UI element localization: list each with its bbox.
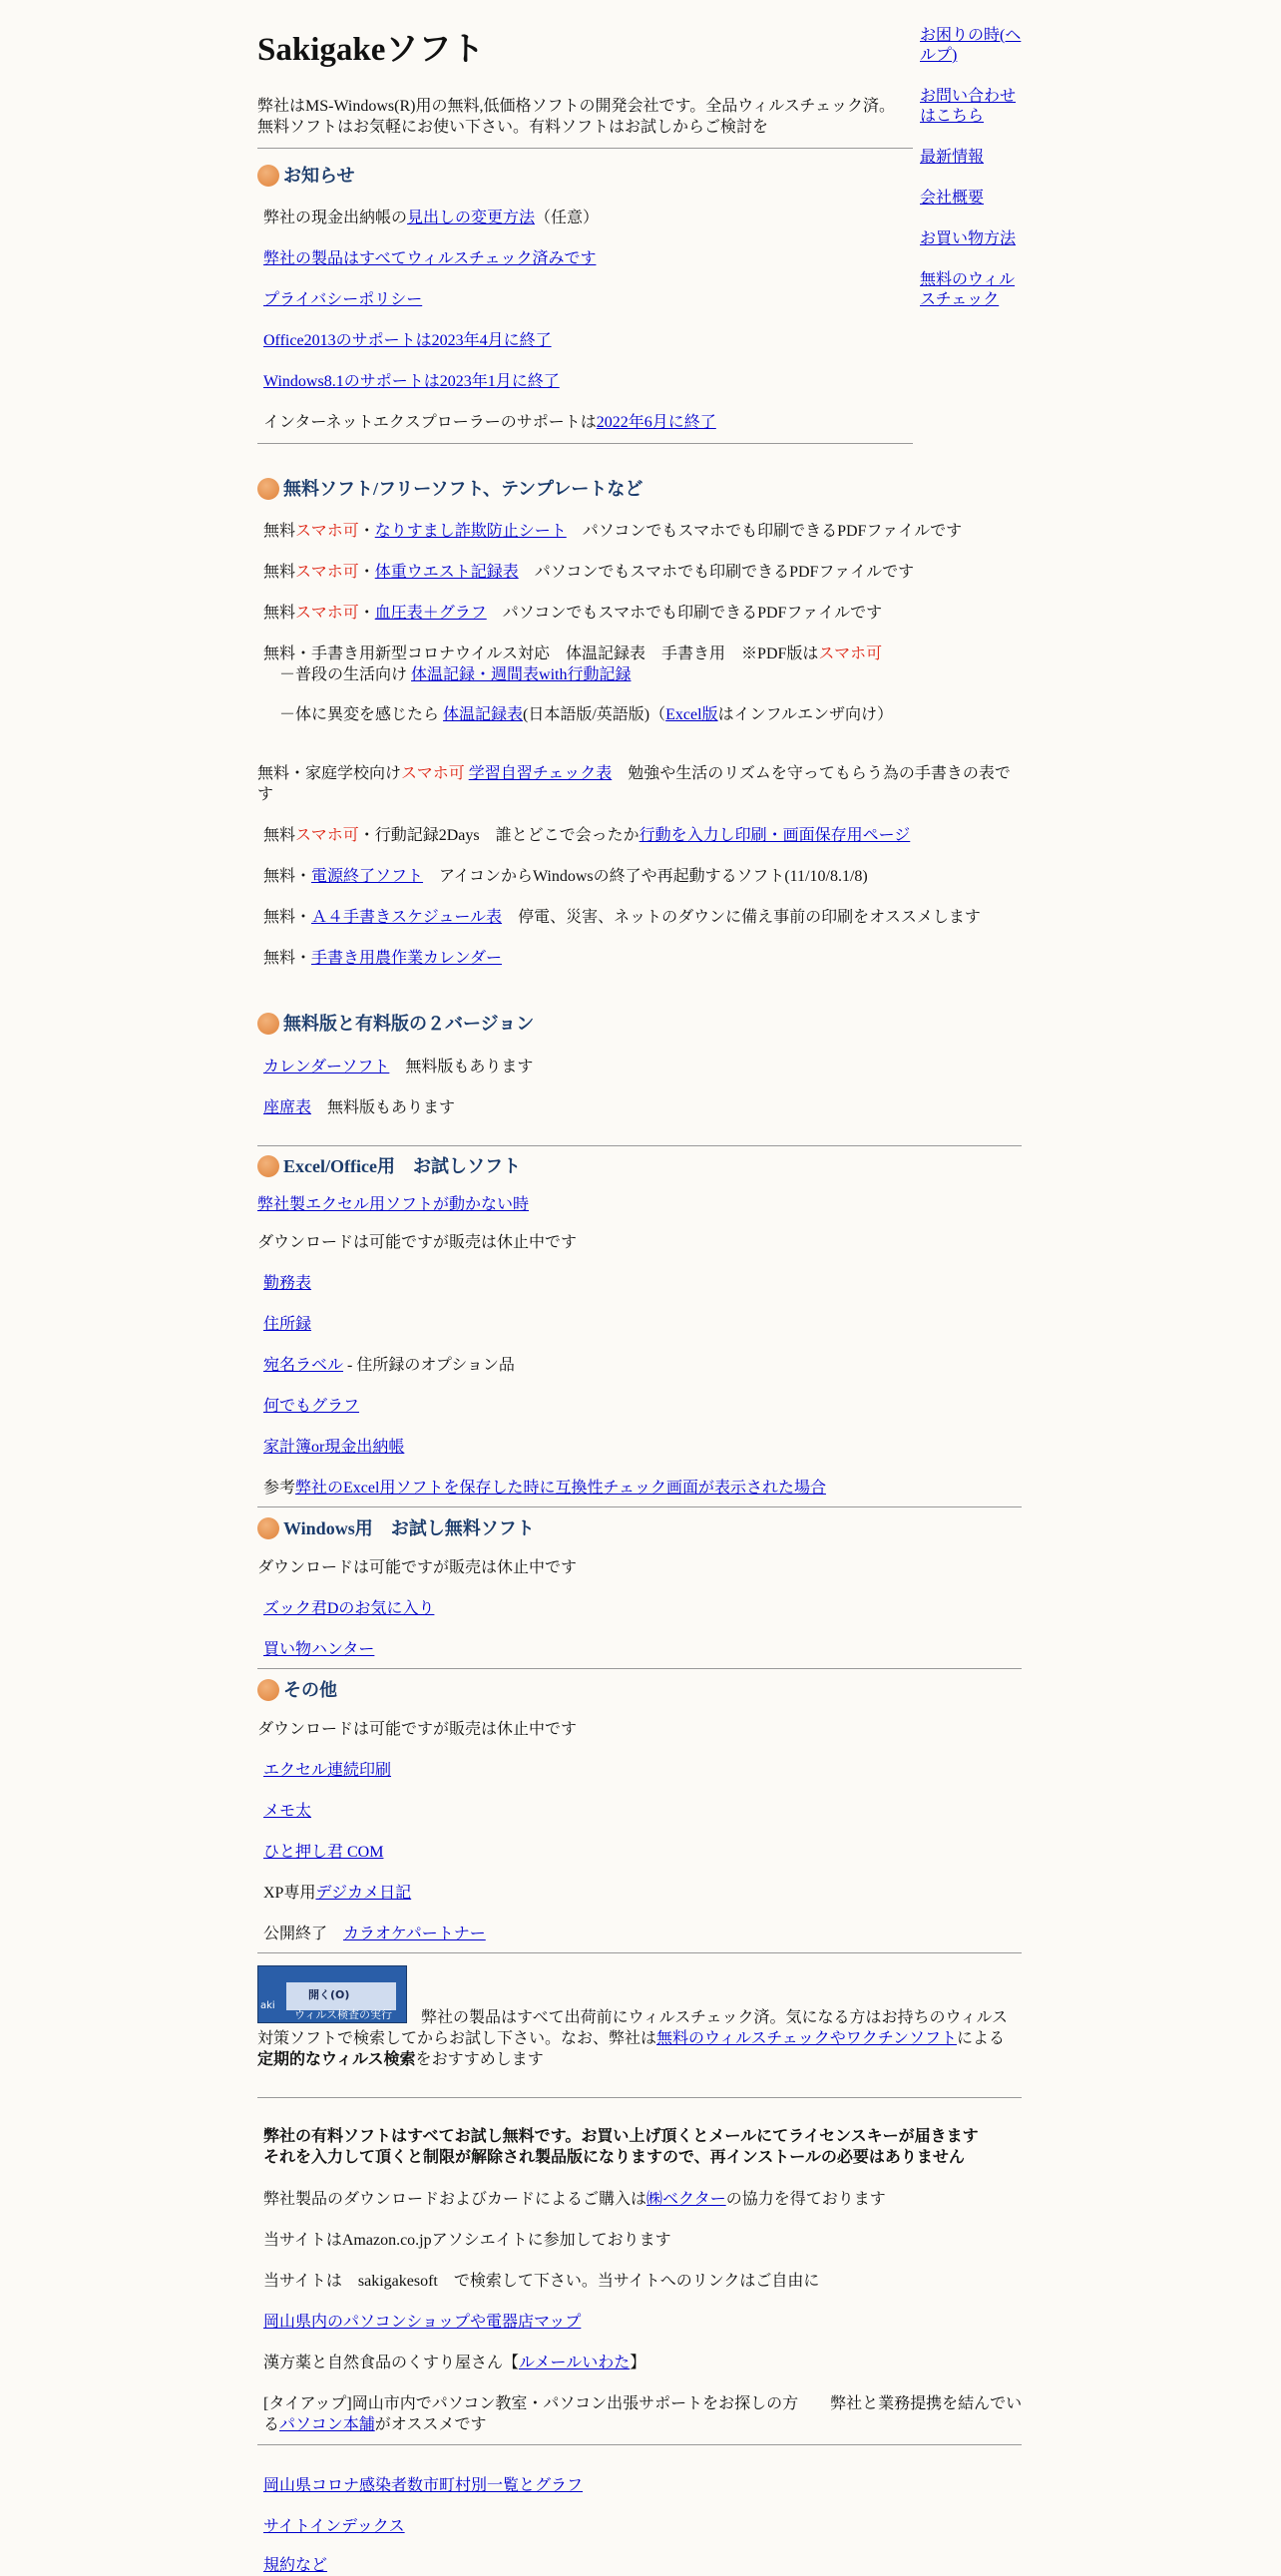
a4-text: 無料・ xyxy=(263,909,312,926)
hunter-link[interactable]: 買い物ハンター xyxy=(263,1641,375,1658)
weight-link[interactable]: 体重ウエスト記録表 xyxy=(374,564,519,581)
sumaho-label: スマホ可 xyxy=(295,827,359,844)
corona-stats-link[interactable]: 岡山県コロナ感染者数市町村別一覧とグラフ xyxy=(263,2477,584,2494)
heading-text: 無料ソフト/フリーソフト、テンプレートなど xyxy=(283,479,643,499)
other-item xyxy=(263,1883,411,1904)
free-item xyxy=(263,603,882,624)
notice-link[interactable]: 見出しの変更方法 xyxy=(407,210,536,226)
label-note: - 住所録のオプション品 xyxy=(343,1357,515,1374)
excel-notwork-link[interactable]: 弊社製エクセル用ソフトが動かない時 xyxy=(257,1196,530,1213)
terms-link[interactable]: 規約など xyxy=(263,2557,328,2574)
other-item xyxy=(263,1842,383,1863)
pdf-desc: パソコンでもスマホでも印刷できるPDFファイルです xyxy=(518,564,915,581)
kampo-text: 】 xyxy=(630,2355,646,2371)
notices-heading xyxy=(257,164,354,188)
sidebar-link-help[interactable]: お困りの時(ヘルプ) xyxy=(920,27,1022,64)
notice-text: インターネットエクスプローラーのサポートは xyxy=(263,414,597,431)
action-link[interactable]: 行動を入力し印刷・画面保存用ページ xyxy=(639,827,911,844)
corona-sick-text: (日本語版/英語版)（ xyxy=(523,706,666,723)
hitooshi-link[interactable]: ひと押し君 COM xyxy=(263,1844,384,1861)
free-item xyxy=(263,521,962,542)
divider xyxy=(257,2444,1022,2445)
sidebar-link-shopping[interactable]: お買い物方法 xyxy=(920,230,1017,247)
virus-text-bold: 定期的なウィルス検索 xyxy=(257,2051,416,2068)
vector-info xyxy=(263,2189,886,2210)
version-item xyxy=(263,1057,533,1077)
excel-print-link[interactable]: エクセル連続印刷 xyxy=(263,1762,392,1779)
sumaho-label: スマホ可 xyxy=(818,645,883,662)
vector-link[interactable]: ㈱ベクター xyxy=(646,2191,726,2208)
notice-item xyxy=(263,248,596,269)
notice-link[interactable]: プライバシーポリシー xyxy=(263,291,423,308)
divider xyxy=(257,1506,1022,1507)
sidebar-link-contact[interactable]: お問い合わせはこちら xyxy=(920,88,1017,125)
power-text: 無料・ xyxy=(263,868,312,885)
sidebar-link-virus[interactable]: 無料のウィルスチェック xyxy=(920,271,1016,308)
orange-ball-icon xyxy=(257,1679,279,1701)
intro-line: 無料ソフトはお気軽にお使い下さい。有料ソフトはお試しからご検討を xyxy=(257,119,769,136)
excel-item xyxy=(263,1478,826,1499)
kakeibo-link[interactable]: 家計簿or現金出納帳 xyxy=(263,1439,405,1456)
address-link[interactable]: 住所録 xyxy=(263,1316,312,1333)
rumail-link[interactable]: ルメールいわた xyxy=(519,2355,631,2371)
other-item xyxy=(263,1760,391,1781)
divider xyxy=(257,1668,1022,1669)
site-index-link[interactable]: サイトインデックス xyxy=(263,2518,405,2535)
free-item xyxy=(257,763,1018,805)
footer-item xyxy=(263,2312,581,2333)
orange-ball-icon xyxy=(257,1013,279,1035)
ref-text: 参考 xyxy=(263,1480,296,1497)
virus-open-label: 開く(O) xyxy=(308,1988,350,2001)
typeup-text: [タイアップ]岡山市内でパソコン教室・パソコン出張サポートをお探しの方 弊社と業務提携を結んでいる xyxy=(263,2395,1023,2433)
dot: ・ xyxy=(358,564,375,581)
farm-text: 無料・ xyxy=(263,950,312,967)
corona-daily-text: －普段の生活向け xyxy=(279,666,412,683)
windows-note: ダウンロードは可能ですが販売は休止中です xyxy=(257,1559,578,1576)
divider xyxy=(257,2097,1022,2098)
heading-text: お知らせ xyxy=(283,166,355,186)
free-subitem xyxy=(279,664,631,685)
free-item xyxy=(263,866,868,887)
kampo-text: 漢方薬と自然食品のくすり屋さん【 xyxy=(263,2355,520,2371)
xp-text: XP専用 xyxy=(263,1885,316,1902)
excel-item xyxy=(263,1396,359,1417)
free-label: 無料 xyxy=(263,523,296,540)
footer-item xyxy=(263,2516,405,2537)
vector-text: 弊社製品のダウンロードおよびカードによるご購入は xyxy=(263,2191,647,2208)
free-item xyxy=(263,562,914,583)
virus-text-part: による xyxy=(956,2030,1005,2047)
typeup-text: がオススメです xyxy=(374,2416,487,2433)
corona-text: 無料・手書き用新型コロナウイルス対応 体温記録表 手書き用 ※PDF版は xyxy=(263,645,819,662)
power-link[interactable]: 電源終了ソフト xyxy=(311,868,424,885)
graph-link[interactable]: 何でもグラフ xyxy=(263,1398,360,1415)
compat-check-link[interactable]: 弊社のExcel用ソフトを保存した時に互換性チェック画面が表示された場合 xyxy=(295,1480,826,1497)
pdf-desc: パソコンでもスマホでも印刷できるPDFファイルです xyxy=(486,605,883,622)
pc-honpo-link[interactable]: パソコン本舗 xyxy=(279,2416,375,2433)
divider xyxy=(257,148,913,149)
sidebar-link-news[interactable]: 最新情報 xyxy=(920,149,985,166)
footer-item xyxy=(263,2475,583,2496)
excel-item xyxy=(263,1273,311,1294)
orange-ball-icon xyxy=(257,1155,279,1177)
dot: ・ xyxy=(358,523,375,540)
amazon-info: 当サイトはAmazon.co.jpアソシエイトに参加しております xyxy=(263,2232,671,2249)
version-note: 無料版もあります xyxy=(311,1099,456,1116)
virus-side-label: aki xyxy=(260,2000,275,2011)
virus-text-part: をおすすめします xyxy=(415,2051,544,2068)
digicame-link[interactable]: デジカメ日記 xyxy=(315,1885,412,1902)
study-link[interactable]: 学習自習チェック表 xyxy=(468,765,613,782)
virus-text xyxy=(257,2007,1018,2070)
free-item xyxy=(263,644,882,664)
intro-line: 弊社はMS-Windows(R)用の無料,低価格ソフトの開発会社です。全品ウィルスチェック済。 xyxy=(257,98,895,115)
license-line: 弊社の有料ソフトはすべてお試し無料です。お買い上げ頂くとメールにてライセンスキーが届きます xyxy=(263,2128,979,2145)
free-label: 無料 xyxy=(263,827,296,844)
free-item xyxy=(263,907,981,928)
free-subitem xyxy=(279,704,893,725)
study-text: 勉強や生活のリズムを守ってもらう為の手書きの表です xyxy=(257,765,1011,803)
intro-text xyxy=(257,96,916,138)
orange-ball-icon xyxy=(257,165,279,187)
notice-item xyxy=(263,371,560,392)
notice-text: （任意） xyxy=(535,210,600,226)
impersonation-link[interactable]: なりすまし詐欺防止シート xyxy=(374,523,567,540)
notice-item xyxy=(263,412,716,433)
excel-item xyxy=(263,1355,515,1376)
corona-sick-text: －体に異変を感じたら xyxy=(279,706,444,723)
heading-text: 無料版と有料版の２バージョン xyxy=(283,1014,535,1034)
karaoke-text: 公開終了 xyxy=(263,1926,344,1942)
a4-text: 停電、災害、ネットのダウンに備え事前の印刷をオススメします xyxy=(502,909,981,926)
sumaho-label: スマホ可 xyxy=(295,523,359,540)
corona-sick-link[interactable]: 体温記録表 xyxy=(443,706,524,723)
dot: ・ xyxy=(358,605,375,622)
seat-link[interactable]: 座席表 xyxy=(263,1099,312,1116)
corona-excel-link[interactable]: Excel版 xyxy=(665,706,718,723)
kinmu-link[interactable]: 勤務表 xyxy=(263,1275,312,1292)
other-item xyxy=(263,1801,311,1822)
divider xyxy=(257,1952,1022,1953)
notice-text: 弊社の現金出納帳の xyxy=(263,210,408,226)
orange-ball-icon xyxy=(257,1517,279,1539)
notice-link[interactable]: Windows8.1のサポートは2023年1月に終了 xyxy=(263,373,560,390)
excel-note: ダウンロードは可能ですが販売は休止中です xyxy=(257,1234,578,1251)
windows-item xyxy=(263,1639,374,1660)
site-title: Sakigakeソフト xyxy=(257,32,485,68)
sumaho-label: スマホ可 xyxy=(295,564,359,581)
license-text xyxy=(263,2126,979,2168)
sumaho-label: スマホ可 xyxy=(401,765,465,782)
kampo-info xyxy=(263,2353,645,2373)
heading-text: Excel/Office用 お試しソフト xyxy=(283,1156,521,1176)
power-text: アイコンからWindowsの終了や再起動するソフト(11/10/8.1/8) xyxy=(423,868,868,885)
zukku-link[interactable]: ズック君Dのお気に入り xyxy=(263,1600,435,1617)
free-label: 無料 xyxy=(263,564,296,581)
notice-item xyxy=(263,330,552,351)
memo-link[interactable]: メモ太 xyxy=(263,1803,312,1820)
footer-item xyxy=(263,2555,327,2576)
search-info: 当サイトは sakigakesoft で検索して下さい。当サイトへのリンクはご自由に xyxy=(263,2273,820,2290)
orange-ball-icon xyxy=(257,478,279,500)
virus-vaccine-link[interactable]: 無料のウィルスチェックやワクチンソフト xyxy=(656,2030,957,2047)
windows-item xyxy=(263,1598,434,1619)
corona-daily-link[interactable]: 体温記録・週間表with行動記録 xyxy=(411,666,632,683)
action-text: ・行動記録2Days 誰とどこで会ったか xyxy=(358,827,640,844)
vector-text: の協力を得ております xyxy=(725,2191,886,2208)
blood-pressure-link[interactable]: 血圧表＋グラフ xyxy=(374,605,487,622)
excel-item xyxy=(263,1437,404,1458)
heading-text: Windows用 お試し無料ソフト xyxy=(283,1518,535,1538)
divider xyxy=(257,1145,1022,1146)
sumaho-label: スマホ可 xyxy=(295,605,359,622)
license-line: それを入力して頂くと制限が解除され製品版になりますので、再インストールの必要はありません xyxy=(263,2149,965,2166)
windows-heading xyxy=(257,1516,535,1540)
excel-item xyxy=(257,1194,529,1215)
sidebar-nav xyxy=(920,26,1030,331)
excel-heading xyxy=(257,1154,521,1178)
label-link[interactable]: 宛名ラベル xyxy=(263,1357,344,1374)
karaoke-link[interactable]: カラオケパートナー xyxy=(343,1926,486,1942)
notice-item xyxy=(263,289,422,310)
version-note: 無料版もあります xyxy=(389,1059,534,1075)
free-heading xyxy=(257,477,642,501)
excel-item xyxy=(263,1314,311,1335)
virus-scan-label: ウィルス検査の実行 xyxy=(294,2008,393,2021)
corona-sick-text: はインフルエンザ向け） xyxy=(717,706,893,723)
free-label: 無料 xyxy=(263,605,296,622)
typeup-info xyxy=(263,2393,1024,2435)
notice-item xyxy=(263,208,599,228)
free-item xyxy=(263,948,502,969)
farm-calendar-link[interactable]: 手書き用農作業カレンダー xyxy=(311,950,502,967)
heading-text: その他 xyxy=(283,1680,337,1700)
free-item xyxy=(263,825,910,846)
sidebar-link-company[interactable]: 会社概要 xyxy=(920,190,985,207)
notice-link[interactable]: Office2013のサポートは2023年4月に終了 xyxy=(263,332,552,349)
notice-link[interactable]: 2022年6月に終了 xyxy=(596,414,716,431)
divider xyxy=(257,443,913,444)
calendar-link[interactable]: カレンダーソフト xyxy=(263,1059,390,1075)
other-item xyxy=(263,1924,486,1944)
other-heading xyxy=(257,1678,337,1702)
study-text: 無料・家庭学校向け xyxy=(257,765,402,782)
version-item xyxy=(263,1097,455,1118)
virus-text-part: 弊社の製品はすべて出荷前にウィルスチェック済。気になる方はお持ちのウィルス対策ソフトで検索してからお試し下さい。なお、弊社は xyxy=(257,2009,1009,2047)
versions-heading xyxy=(257,1012,534,1036)
pdf-desc: パソコンでもスマホでも印刷できるPDFファイルです xyxy=(566,523,963,540)
notice-link[interactable]: 弊社の製品はすべてウィルスチェック済みです xyxy=(263,250,597,267)
a4-schedule-link[interactable]: Ａ４手書きスケジュール表 xyxy=(311,909,503,926)
other-note: ダウンロードは可能ですが販売は休止中です xyxy=(257,1721,578,1738)
okayama-map-link[interactable]: 岡山県内のパソコンショップや電器店マップ xyxy=(263,2314,582,2331)
